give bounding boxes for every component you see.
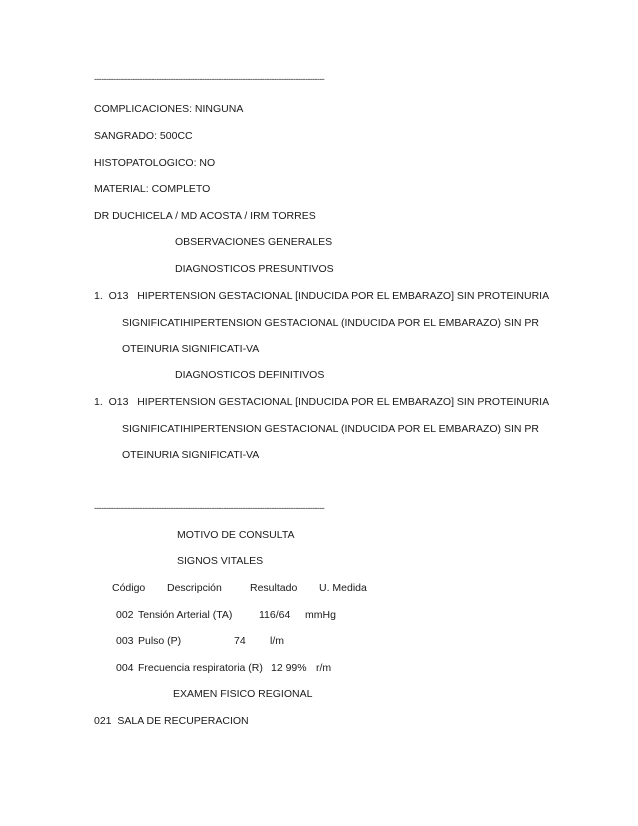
row-result: 74 xyxy=(234,635,246,647)
table-header-unidad: U. Medida xyxy=(319,582,367,594)
row-unit: r/m xyxy=(316,662,332,674)
row-code: 003 xyxy=(116,635,134,647)
diagnosis-presuntivo-line-1: 1. O13 HIPERTENSION GESTACIONAL [INDUCIDA POR EL EMBARAZO] SIN PROTEINURIA xyxy=(94,290,550,302)
row-description: Frecuencia respiratoria (R) xyxy=(138,662,263,674)
separator-line: ------------------------------------------------------------------------------------------------ xyxy=(94,74,325,84)
diagnosis-definitivo-line-2: SIGNIFICATIHIPERTENSION GESTACIONAL (INDUCIDA POR EL EMBARAZO) SIN PR xyxy=(122,423,539,435)
doctores-text: DR DUCHICELA / MD ACOSTA / IRM TORRES xyxy=(94,210,316,222)
sangrado-text: SANGRADO: 500CC xyxy=(94,130,193,142)
table-header-codigo: Código xyxy=(112,582,146,594)
histopatologico-text: HISTOPATOLOGICO: NO xyxy=(94,157,216,169)
signos-vitales-heading: SIGNOS VITALES xyxy=(177,555,264,567)
complicaciones-text: COMPLICACIONES: NINGUNA xyxy=(94,103,244,115)
table-header-resultado: Resultado xyxy=(250,582,298,594)
row-unit: mmHg xyxy=(305,609,336,621)
examen-fisico-heading: EXAMEN FISICO REGIONAL xyxy=(173,688,313,700)
diagnosticos-definitivos-heading: DIAGNOSTICOS DEFINITIVOS xyxy=(175,369,325,381)
diagnosis-definitivo-line-3: OTEINURIA SIGNIFICATI-VA xyxy=(122,449,260,461)
row-code: 002 xyxy=(116,609,134,621)
row-unit: l/m xyxy=(270,635,284,647)
separator-line: ------------------------------------------------------------------------------------------------ xyxy=(94,503,325,513)
observaciones-heading: OBSERVACIONES GENERALES xyxy=(175,236,333,248)
row-result: 12 99% xyxy=(271,662,307,674)
motivo-consulta-heading: MOTIVO DE CONSULTA xyxy=(177,529,295,541)
sala-recuperacion-text: 021 SALA DE RECUPERACION xyxy=(94,715,249,727)
row-result: 116/64 xyxy=(259,609,291,621)
row-description: Tensión Arterial (TA) xyxy=(138,609,233,621)
diagnosis-presuntivo-line-2: SIGNIFICATIHIPERTENSION GESTACIONAL (INDUCIDA POR EL EMBARAZO) SIN PR xyxy=(122,317,539,329)
material-text: MATERIAL: COMPLETO xyxy=(94,183,211,195)
row-code: 004 xyxy=(116,662,134,674)
diagnosis-presuntivo-line-3: OTEINURIA SIGNIFICATI-VA xyxy=(122,343,260,355)
diagnosis-definitivo-line-1: 1. O13 HIPERTENSION GESTACIONAL [INDUCIDA POR EL EMBARAZO] SIN PROTEINURIA xyxy=(94,396,550,408)
table-header-descripcion: Descripción xyxy=(167,582,222,594)
row-description: Pulso (P) xyxy=(138,635,182,647)
diagnosticos-presuntivos-heading: DIAGNOSTICOS PRESUNTIVOS xyxy=(175,263,334,275)
